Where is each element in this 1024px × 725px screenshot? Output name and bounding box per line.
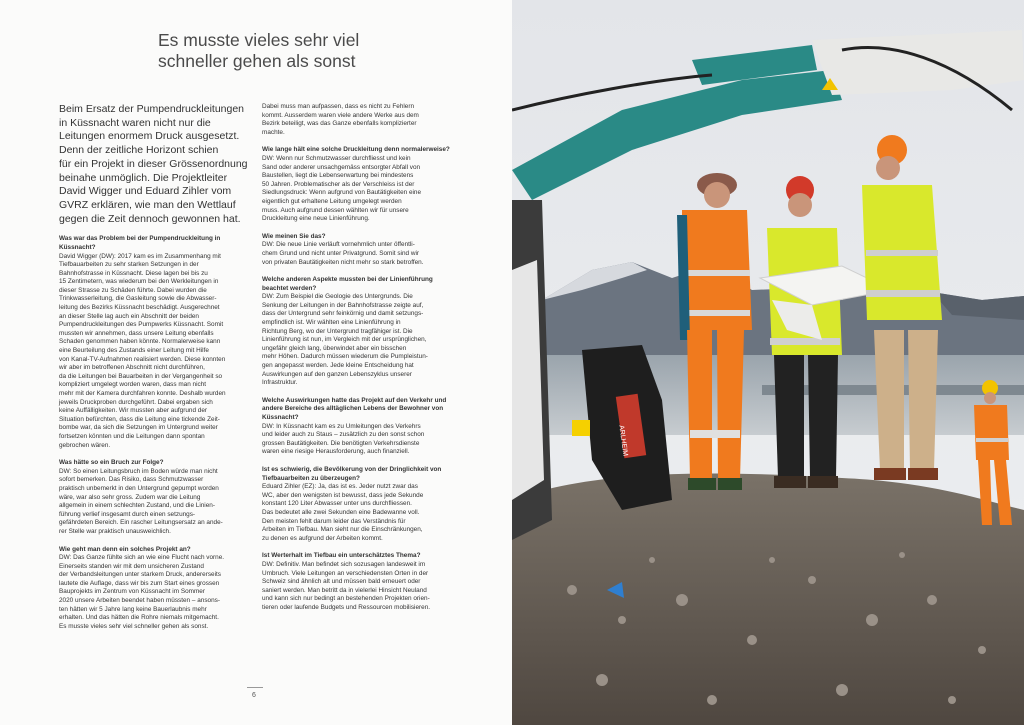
question: Wie geht man denn ein solches Projekt an?: [59, 545, 191, 553]
answer: David Wigger (DW): 2017 kam es im Zusammenhang mit Tiefbauarbeiten zu sehr starken Setzungen in der Bahnhofstrasse in Küssnacht. Diese lagen bei bis zu 15 Zentimetern, was wiederum bei den Werkleitungen in dieser Strasse zu Schäden führte. Dabei wurden die Trinkwasserleitung, die Gasleitung sowie die Abwasser- leitung des Bezirks Küssnacht beschädigt. Ausgerechnet an dieser Stelle lag auch ein Abschnitt der beiden Pumpendruckleitungen des Pumpwerks Küssnacht. Somit mussten wir annehmen, dass unsere Leitung ebenfalls Schaden genommen haben könnte. Normalerweise kann eine Beurteilung des Zustands einer Leitung mit Hilfe von Kanal-TV-Aufnahmen realisiert werden. Diese konnten wir aber im betroffenen Abschnitt nicht durchführen, da die Leitungen bei Bauarbeiten in der Vergangenheit so kompliziert umgelegt worden waren, dass man nicht mehr mit der Kamera durchfahren konnte. Deshalb wurden jeweils Druckproben durchgeführt. Dabei ergaben sich keine Auffälligkeiten. Wir mussten aber aufgrund der Situation befürchten, dass die Leitung eine tickende Zeit- bombe war, da sich die Setzungen im Untergrund weiter fortsetzen könnten und die Leitungen dann spontan gebrochen wären.: [59, 252, 226, 449]
qa-block: [262, 466, 460, 543]
qa-block: [262, 103, 460, 137]
answer: DW: So einen Leitungsbruch im Boden würde man nicht sofort bemerken. Das Risiko, dass Schmutzwasser praktisch unbemerkt in den Untergrund gepumpt worden wäre, war also sehr gross. Zudem war die Leitung allgemein in einem schlechten Zustand, und die Linien- führung verlief insgesamt durch einen setzungs- gefährdeten Bereich. Ein rascher Leitungsersatz an ande- rer Stelle war praktisch unausweichlich.: [59, 467, 223, 535]
question: Welche Auswirkungen hatte das Projekt auf den Verkehr und andere Bereiche des alltäglichen Lebens der Bewohner von Küssnacht?: [262, 396, 447, 421]
qa-block: [262, 552, 460, 612]
qa-block: [262, 397, 460, 457]
answer: DW: Die neue Linie verläuft vornehmlich unter öffentli- chem Grund und nicht unter Privatgrund. Somit sind wir von privaten Bautätigkeiten nicht mehr so stark betroffen.: [262, 241, 424, 266]
machine-brand-label: ARLHEIM: [617, 424, 629, 457]
qa-block: [59, 235, 256, 450]
qa-block: [59, 546, 256, 632]
answer: DW: Zum Beispiel die Geologie des Untergrunds. Die Senkung der Leitungen in der Bahnhofstrasse zeigte auf, dass der Untergrund sehr feinkörnig und damit setzungs- empfindlich ist. Wir wählten eine Linienführung in Richtung Berg, wo der Untergrund tragfähiger ist. Die Linienführung ist nun, im Vergleich mit der ursprünglichen, ungefähr gleich lang, überwindet aber ein bisschen mehr Höhen. Dadurch müssen wiederum die Pumpleistun- gen angepasst werden. Jede kleine Entscheidung hat Auswirkungen auf den ganzen Lebenszyklus unserer Infrastruktur.: [262, 293, 428, 387]
question: Ist Werterhalt im Tiefbau ein unterschätztes Thema?: [262, 552, 421, 560]
qa-block: [59, 459, 256, 536]
answer: DW: In Küssnacht kam es zu Umleitungen des Verkehrs und leider auch zu Staus – zusätzlich zu den sonst schon grossen Bautätigkeiten. Die benötigten Verkehrsdienste waren eine riesige Herausforderung, auch finanziell.: [262, 422, 425, 456]
answer: Eduard Zihler (EZ): Ja, das ist es. Jeder nutzt zwar das WC, aber den wenigsten ist bewusst, dass jede Sekunde konstant 120 Liter Abwasser unter uns durchfliessen. Das bedeutet alle zwei Sekunden eine Badewanne voll. Den meisten fehlt darum leider das Verständnis für Arbeiten im Tiefbau. Man sieht nur die Einschränkungen, zu denen es aufgrund der Arbeiten kommt.: [262, 483, 424, 542]
gravel-mound: [512, 473, 1024, 725]
page-number-rule: [247, 687, 263, 688]
question: Ist es schwierig, die Bevölkerung von der Dringlichkeit von Tiefbauarbeiten zu überzeugen?: [262, 465, 442, 482]
answer: DW: Wenn nur Schmutzwasser durchfliesst und kein Sand oder anderer unsachgemäss entsorgter Abfall von Baustellen, liegt die Lebenserwartung bei mindestens 50 Jahren. Problematischer als der Verschleiss ist der Siedlungsdruck: Wenn aufgrund von Bautätigkeiten eine eigentlich gut erhaltene Leitung umgelegt werden muss. Auch aufgrund dessen wählten wir für unsere Druckleitung eine neue Linienführung.: [262, 154, 422, 223]
page-number: 6: [252, 692, 256, 699]
qa-block: [262, 233, 460, 267]
answer: DW: Das Ganze fühlte sich an wie eine Flucht nach vorne. Einerseits standen wir mit dem unsicheren Zustand der Verbandsleitungen unter starkem Druck, andererseits lautete die Auflage, dass wir bis zum Start eines grossen Bauprojekts im Zentrum von Küssnacht im Sommer 2020 unsere Arbeiten beendet haben müssten – ansons- ten hätten wir 5 Jahre lang keine Bauerlaubnis mehr erhalten. Und das hätten die Rohre niemals mitgemacht. Es musste vieles sehr viel schneller gehen als sonst.: [59, 554, 225, 630]
qa-block: [262, 276, 460, 388]
text-column-left: [59, 103, 256, 640]
article-title: Es musste vieles sehr viel schneller gehen als sonst: [158, 30, 360, 71]
construction-site-photo: [512, 0, 1024, 725]
answer: Dabei muss man aufpassen, dass es nicht zu Fehlern kommt. Ausserdem waren viele andere Werke aus dem Bezirk beteiligt, was das Ganze ebenfalls komplizierter machte.: [262, 103, 419, 136]
qa-block: [262, 146, 460, 223]
question: Was hätte so ein Bruch zur Folge?: [59, 459, 164, 467]
question: Wie meinen Sie das?: [262, 232, 326, 240]
question: Was war das Problem bei der Pumpendruckleitung in Küssnacht?: [59, 235, 221, 251]
question: Wie lange hält eine solche Druckleitung denn normalerweise?: [262, 146, 450, 154]
text-column-right: [262, 103, 460, 621]
lead-paragraph: Beim Ersatz der Pumpendruckleitungen in Küssnacht waren nicht nur die Leitungen enormem Druck ausgesetzt. Denn der zeitliche Horizont schien für ein Projekt in dieser Grössenordnung beinahe unmöglich. Die Projektleiter David Wigger und Eduard Zihler vom GVRZ erklären, wie man den Wettlauf gegen die Zeit dennoch gewonnen hat.: [59, 103, 248, 225]
question: Welche anderen Aspekte mussten bei der Linienführung beachtet werden?: [262, 276, 433, 292]
answer: DW: Definitiv. Man befindet sich sozusagen landesweit im Umbruch. Viele Leitungen an verschiedensten Orten in der Schweiz sind ähnlich alt und müssen bald erneuert oder saniert werden. Man betritt da in vielerlei Hinsicht Neuland und kann sich nur bedingt an bestehenden Projekten orien- tieren oder laufende Budgets und Ressourcen mobilisieren.: [262, 560, 431, 611]
